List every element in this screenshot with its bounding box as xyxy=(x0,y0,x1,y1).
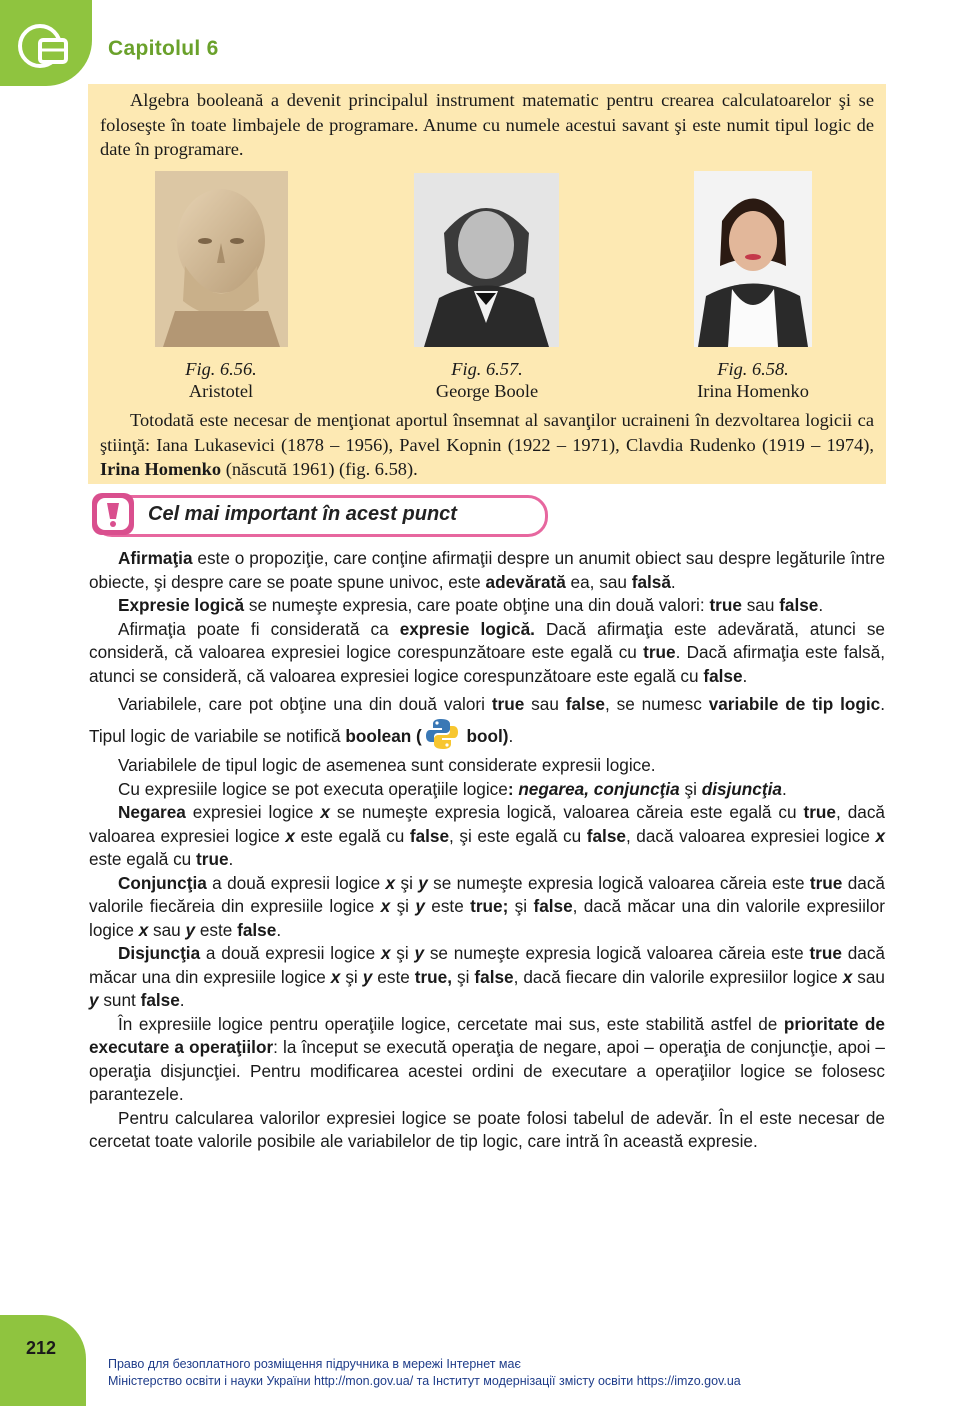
chapter-title: Capitolul 6 xyxy=(108,37,219,60)
figure-caption-3 xyxy=(638,358,868,402)
paragraph-priority: În expresiile logice pentru operaţiile logice, cercetate mai sus, este stabilită astfel de prioritate de executare a operaţiilor: la început se execută operaţia de negare, apoi – operaţia de conjuncţie, apoi – operaţia disjuncţiei. Pentru modificarea acestei ordini de executare a operaţiilor logice se folosesc parantezele. xyxy=(89,1013,885,1105)
info-paragraph-1: Algebra booleană a devenit principalul instrument matematic pentru crearea calculatoarelor şi se foloseşte în toate limbajele de programare. Anume cu numele acestui savant şi este numit tipul logic de date în programare. xyxy=(100,90,874,159)
chapter-icon xyxy=(14,16,74,76)
page-number-tab xyxy=(0,1315,86,1406)
figure-number: Fig. 6.58. xyxy=(717,359,789,379)
chapter-corner-tab xyxy=(0,0,92,86)
paragraph-truth-table: Pentru calcularea valorilor expresiei logice se poate folosi tabelul de adevăr. În el este necesar de cercetat toate valorile posibile ale variabilelor de tip logic, care intră în această expresie. xyxy=(89,1107,885,1152)
photo-irina-homenko xyxy=(694,171,812,347)
info-paragraph-2: Totodată este necesar de menţionat aportul însemnat al savanţilor ucraineni în dezvoltarea logicii ca ştiinţă: Iana Lukasevici (1878 – 1956), Pavel Kopnin (1922 – 1971), Clavdia Rudenko (1919 – 1974), Irina Homenko (născută 1961) (fig. 6.58). xyxy=(100,410,874,479)
paragraph-logical-variables: Variabilele, care pot obţine una din două valori true sau false, se numesc variabile de tip logic. Tipul logic de variabile se notifică boolean ( bool). xyxy=(89,688,885,752)
paragraph-affirmation: Afirmaţia este o propoziţie, care conţine afirmaţii despre un anumit obiect sau despre legăturile între obiecte, şi despre care se poate spune univoc, este adevărată ea, sau falsă. xyxy=(89,548,885,592)
figure-caption-2 xyxy=(372,358,602,402)
footer-line-1: Право для безоплатного розміщення підручника в мережі Інтернет має xyxy=(108,1357,521,1371)
figure-caption-1 xyxy=(106,358,336,402)
photo-george-boole xyxy=(414,173,559,347)
figure-name: George Boole xyxy=(435,381,539,401)
paragraph-variables-expressions: Variabilele de tipul logic de asemenea sunt considerate expresii logice. xyxy=(118,755,656,776)
paragraph-affirmation-as-expression: Afirmaţia poate fi considerată ca expresie logică. Dacă afirmaţia este adevărată, atunci se consideră, că valoarea expresiei logice corespunzătoare este egală cu true. Dacă afirmaţia este falsă, atunci se consideră, că valoarea expresiei logice corespunzătoare este egală cu false. xyxy=(89,618,885,686)
footer-line-2: Міністерство освіти і науки України http://mon.gov.ua/ та Інститут модернізації змісту освіти https://imzo.gov.ua xyxy=(108,1374,741,1388)
paragraph-disjunction: Disjuncţia a două expresii logice x şi y se numeşte expresia logică valoarea căreia este true dacă măcar una din expresiile logice x şi y este true, şi false, dacă fiecare din valorile expresiilor logice x sau y sunt false. xyxy=(89,943,885,1011)
paragraph-logical-expression: Expresie logică se numeşte expresia, care poate obţine una din două valori: true sau false. xyxy=(118,595,824,615)
page-number: 212 xyxy=(26,1338,57,1358)
paragraph-conjunction: Conjuncţia a două expresii logice x şi y se numeşte expresia logică valoarea căreia este true dacă valorile fiecăreia din expresiile logice x şi y este true; şi false, dacă măcar una din valorile expresiilor logice x sau y este false. xyxy=(89,872,885,940)
figure-number: Fig. 6.56. xyxy=(185,359,257,379)
photo-aristotel xyxy=(155,171,288,347)
main-text xyxy=(89,547,885,1154)
figure-name: Irina Homenko xyxy=(697,381,809,401)
important-title: Cel mai important în acest punct xyxy=(148,503,457,525)
paragraph-operations: Cu expresiile logice se pot executa operaţiile logice: negarea, conjuncţia şi disjuncţia. xyxy=(118,778,787,799)
python-icon xyxy=(424,716,460,752)
figure-name: Aristotel xyxy=(188,381,254,401)
exclamation-icon xyxy=(92,493,134,535)
paragraph-negation: Negarea expresiei logice x se numeşte expresia logică, valoarea căreia este egală cu true, dacă valoarea expresiei logice x este egală cu false, şi este egală cu false, dacă valoarea expresiei logice x este egală cu true. xyxy=(89,802,886,870)
figure-number: Fig. 6.57. xyxy=(451,359,523,379)
